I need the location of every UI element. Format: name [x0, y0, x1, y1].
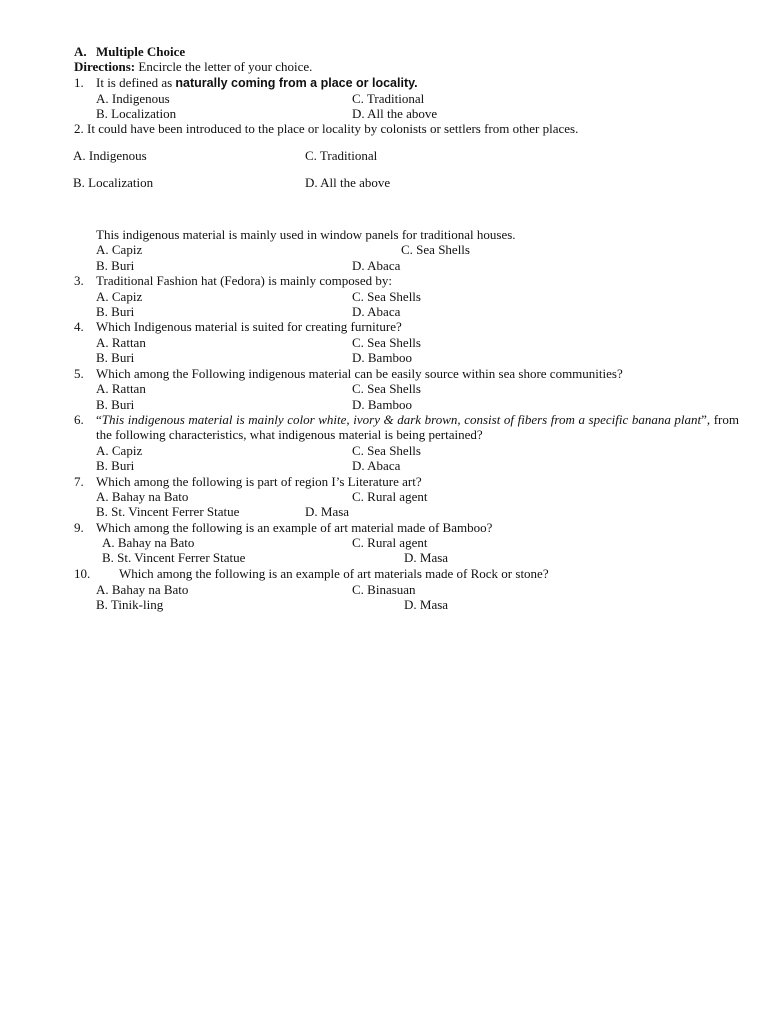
q3-number: 3.	[74, 273, 84, 288]
q1-option-d: D. All the above	[352, 106, 438, 121]
q6-option-b: B. Buri	[96, 458, 135, 473]
q5-option-a: A. Rattan	[96, 381, 146, 396]
qx-option-c: C. Sea Shells	[401, 242, 470, 257]
q1-stem	[96, 75, 418, 91]
q2-option-a: A. Indigenous	[73, 148, 147, 163]
qx-option-a: A. Capiz	[96, 242, 143, 257]
q6-option-c: C. Sea Shells	[352, 443, 421, 458]
q5-number: 5.	[74, 366, 84, 381]
section-title: Multiple Choice	[96, 44, 186, 59]
directions-line	[74, 59, 312, 74]
q1-option-b: B. Localization	[96, 106, 177, 121]
q6-option-d: D. Abaca	[352, 458, 401, 473]
q1-number: 1.	[74, 75, 84, 90]
q2-stem: 2. It could have been introduced to the place or locality by colonists or settlers from other places.	[74, 121, 579, 136]
q7-option-c: C. Rural agent	[352, 489, 428, 504]
q7-number: 7.	[74, 474, 84, 489]
q4-number: 4.	[74, 319, 84, 334]
q3-option-b: B. Buri	[96, 304, 135, 319]
directions-label: Directions:	[74, 59, 136, 74]
q1-stem-bold: naturally coming from a place or locality.	[175, 76, 418, 90]
q5-option-d: D. Bamboo	[352, 397, 412, 412]
q4-option-d: D. Bamboo	[352, 350, 412, 365]
q6-quote-italic: This indigenous material is mainly color white, ivory & dark brown, consist of fibers from a specific banana plant	[101, 412, 702, 427]
q4-option-c: C. Sea Shells	[352, 335, 421, 350]
q7-option-d: D. Masa	[305, 504, 350, 519]
q4-stem: Which Indigenous material is suited for creating furniture?	[96, 319, 402, 334]
q3-option-a: A. Capiz	[96, 289, 143, 304]
q10-option-c: C. Binasuan	[352, 582, 416, 597]
directions-text: Encircle the letter of your choice.	[138, 59, 313, 74]
q5-stem: Which among the Following indigenous material can be easily source within sea shore communities?	[96, 366, 623, 381]
q3-stem: Traditional Fashion hat (Fedora) is mainly composed by:	[96, 273, 392, 288]
q7-option-b: B. St. Vincent Ferrer Statue	[96, 504, 240, 519]
q9-option-c: C. Rural agent	[352, 535, 428, 550]
qx-stem: This indigenous material is mainly used in window panels for traditional houses.	[96, 227, 516, 242]
q9-option-b: B. St. Vincent Ferrer Statue	[102, 550, 246, 565]
qx-option-b: B. Buri	[96, 258, 135, 273]
q4-option-b: B. Buri	[96, 350, 135, 365]
q10-option-b: B. Tinik-ling	[96, 597, 164, 612]
q1-option-a: A. Indigenous	[96, 91, 170, 106]
q2-option-c: C. Traditional	[305, 148, 378, 163]
q1-option-c: C. Traditional	[352, 91, 425, 106]
q2-option-b: B. Localization	[73, 175, 154, 190]
q10-option-a: A. Bahay na Bato	[96, 582, 189, 597]
q5-option-b: B. Buri	[96, 397, 135, 412]
q6-stem	[96, 412, 739, 442]
q9-option-d: D. Masa	[404, 550, 449, 565]
q5-option-c: C. Sea Shells	[352, 381, 421, 396]
q6-option-a: A. Capiz	[96, 443, 143, 458]
q4-option-a: A. Rattan	[96, 335, 146, 350]
q6-stem-rest: ”, from the following characteristics, what indigenous material is being pertained?	[96, 412, 739, 442]
q10-stem: Which among the following is an example of art materials made of Rock or stone?	[119, 566, 549, 581]
q9-stem: Which among the following is an example of art material made of Bamboo?	[96, 520, 493, 535]
q9-option-a: A. Bahay na Bato	[102, 535, 195, 550]
q10-option-d: D. Masa	[404, 597, 449, 612]
qx-option-d: D. Abaca	[352, 258, 401, 273]
q7-stem: Which among the following is part of region I’s Literature art?	[96, 474, 422, 489]
q7-option-a: A. Bahay na Bato	[96, 489, 189, 504]
q10-number: 10.	[74, 566, 91, 581]
section-letter: A.	[74, 44, 87, 59]
q3-option-d: D. Abaca	[352, 304, 401, 319]
q1-stem-text: It is defined as	[96, 75, 173, 90]
q2-option-d: D. All the above	[305, 175, 391, 190]
q6-open-quote: “	[96, 412, 102, 427]
q6-number: 6.	[74, 412, 84, 427]
q9-number: 9.	[74, 520, 84, 535]
q3-option-c: C. Sea Shells	[352, 289, 421, 304]
